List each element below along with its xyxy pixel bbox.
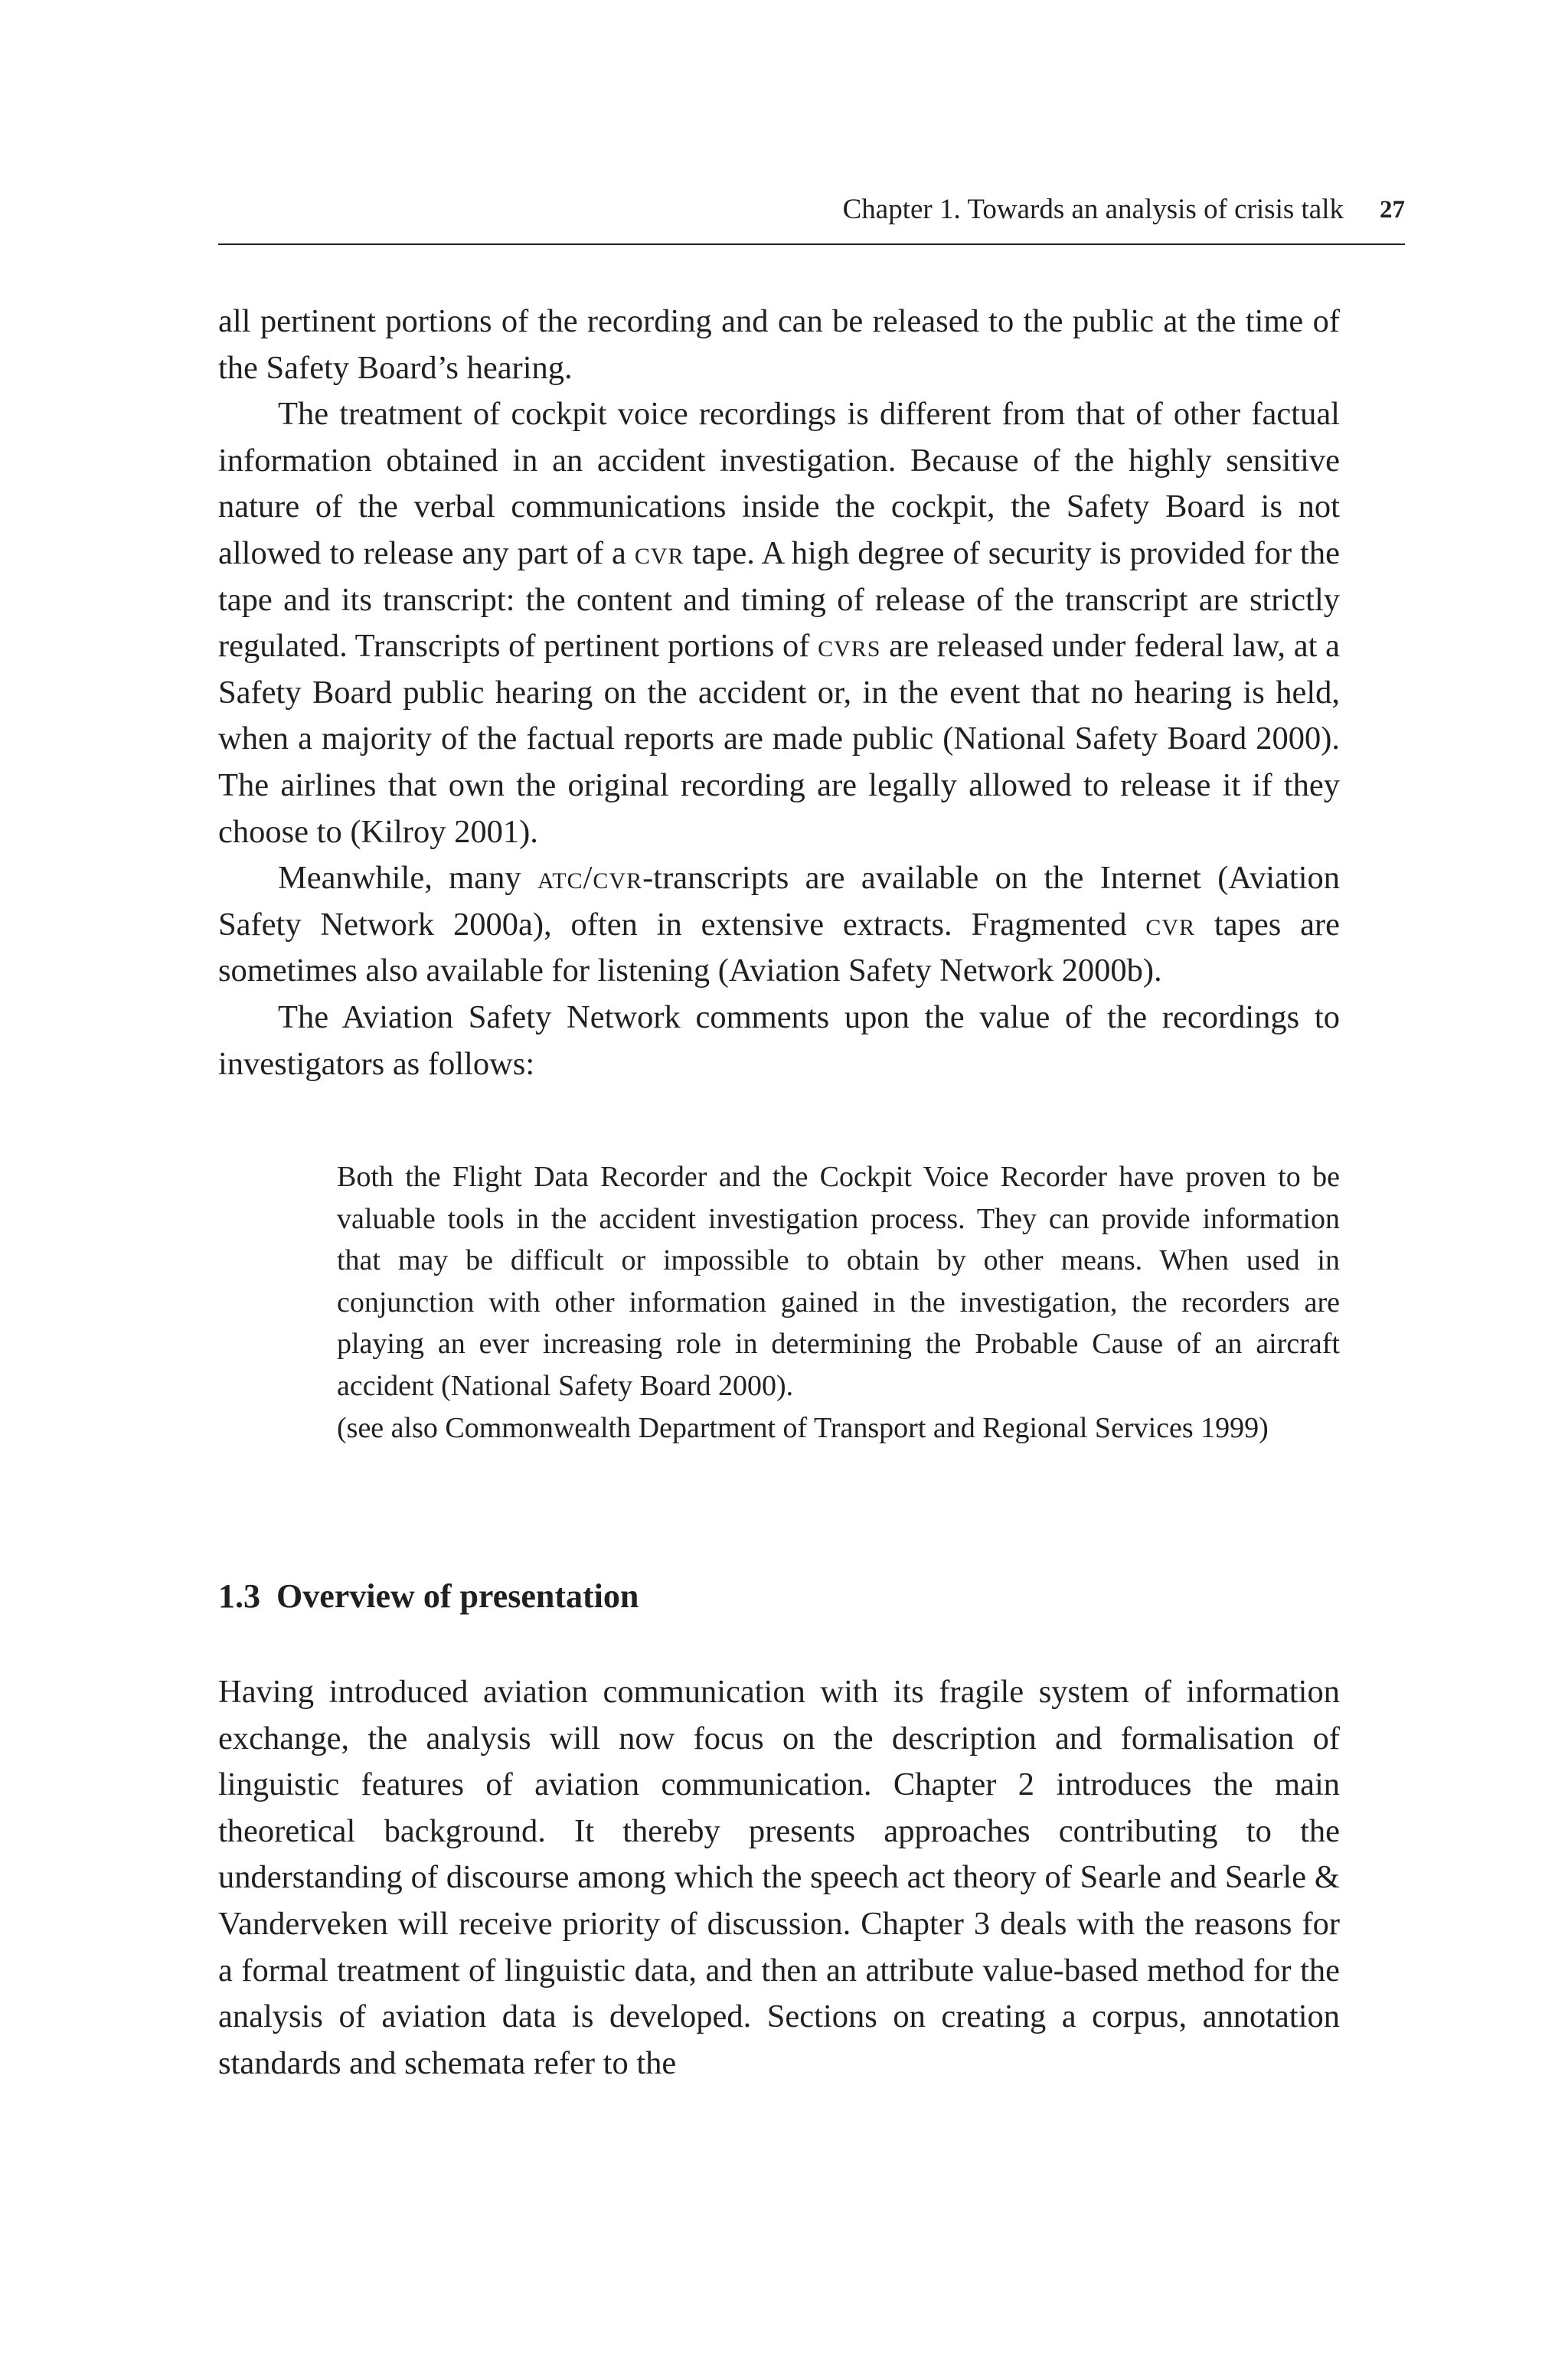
abbreviation: cvr [1145, 906, 1196, 943]
paragraph [218, 391, 1340, 855]
paragraph: all pertinent portions of the recording and can be released to the public at the time of the Safety Board’s hearing. [218, 303, 1340, 386]
section-heading [218, 1574, 639, 1619]
running-title: Chapter 1. Towards an analysis of crisis talk [842, 194, 1344, 225]
body-text-bottom [218, 1669, 1340, 2087]
quote-text: Both the Flight Data Recorder and the Cockpit Voice Recorder have proven to be valuable tools in the accident investigation process. They can provide information that may be difficult or impossible to obtain by other means. When used in conjunction with other information gained in the investigation, the recorders are playing an ever increasing role in determining the Probable Cause of an aircraft accident (National Safety Board 2000). [337, 1161, 1340, 1402]
paragraph: Having introduced aviation communication with its fragile system of information exchange, the analysis will now focus on the description and formalisation of linguistic features of aviation communication. Chapter 2 introduces the main theoretical background. It thereby presents approaches contributing to the understanding of discourse among which the speech act theory of Searle and Searle & Vanderveken will receive priority of discussion. Chapter 3 deals with the reasons for a formal treatment of linguistic data, and then an attribute value-based method for the analysis of aviation data is developed. Sections on creating a corpus, annotation standards and schemata refer to the [218, 1674, 1340, 2081]
running-head [218, 188, 1405, 245]
block-quote [337, 1156, 1340, 1449]
paragraph: The Aviation Safety Network comments upon the value of the recordings to investigators as follows: [218, 998, 1340, 1082]
abbreviation: cvrs [818, 628, 881, 665]
paragraph [218, 855, 1340, 995]
text-run: Meanwhile, many [278, 860, 537, 897]
quote-source: (see also Commonwealth Department of Transport and Regional Services 1999) [337, 1411, 1269, 1444]
abbreviation: cvr [634, 534, 684, 571]
text-run: are released under federal law, at a Safety Board public hearing on the accident or, in the event that no hearing is held, when a majority of the factual reports are made public (National Safety Board 2000). The airlines that own the original recording are legally allowed to release it if they choose to (Kilroy 2001). [218, 628, 1341, 850]
text-run: tape. A high degree of security is provided for the tape and its transcript: the content and timing of release of the transcript are strictly regulated. Transcripts of pertinent portions of [218, 534, 1340, 665]
text-run: tapes are sometimes also available for listening (Aviation Safety Network 2000b). [218, 906, 1340, 989]
body-text-top [218, 299, 1340, 1087]
text-run: -transcripts are available on the Internet (Aviation Safety Network 2000a), often in extensive extracts. Fragmented [218, 860, 1341, 943]
abbreviation: atc/cvr [537, 860, 643, 897]
page-number: 27 [1380, 196, 1405, 224]
text-run: The treatment of cockpit voice recordings is different from that of other factual information obtained in an accident investigation. Because of the highly sensitive nature of the verbal communications inside the cockpit, the Safety Board is not allowed to release any part of a [218, 396, 1340, 571]
section-title: Overview of presentation [276, 1577, 639, 1615]
section-number: 1.3 [218, 1577, 260, 1615]
